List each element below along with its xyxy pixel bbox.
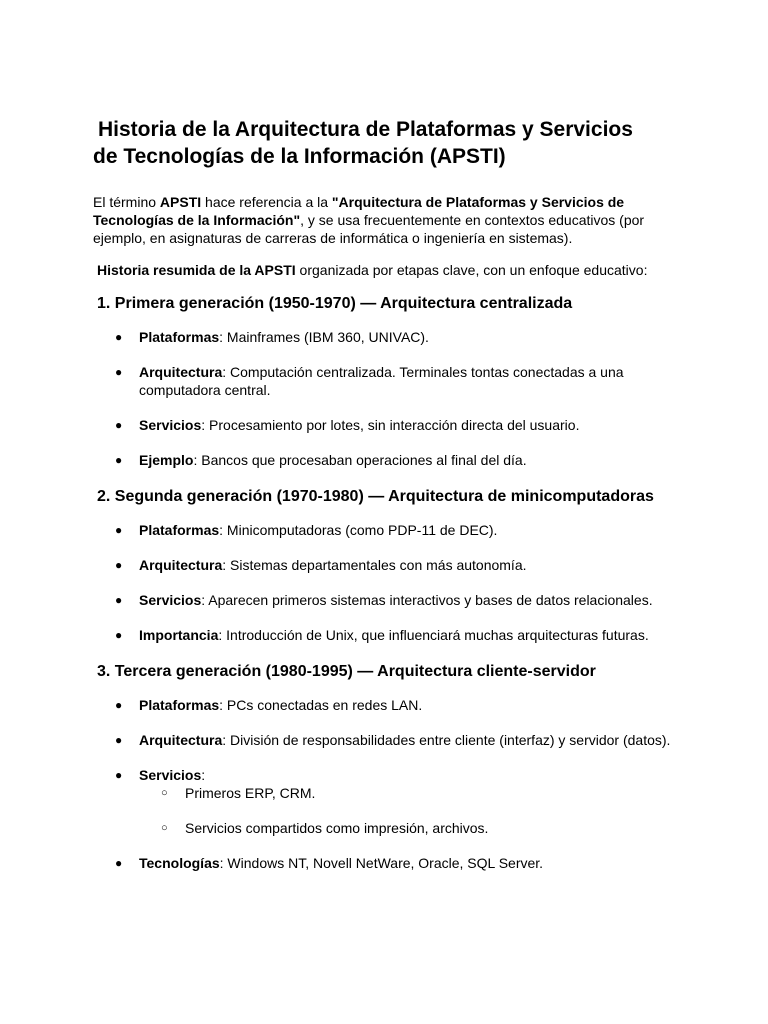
section-1-heading-text: 1. Primera generación (1950-1970) — Arquitectura centralizada [97,295,573,312]
list-item [93,626,683,644]
item-label: Arquitectura [139,364,223,380]
item-label: Servicios [139,417,202,433]
bullet-icon: ● [115,365,123,379]
list-item [93,328,683,346]
bullet-icon: ● [115,558,123,572]
item-label: Plataformas [139,329,220,345]
item-text: : Computación centralizada. Terminales tontas conectadas a una computadora central. [139,364,624,398]
item-text: : Bancos que procesaban operaciones al final del día. [193,452,527,468]
circle-bullet-icon: ○ [161,787,168,799]
sub-list-item [139,784,683,802]
summary-paragraph [93,261,683,279]
summary-bold: Historia resumida de la APSTI [97,262,296,278]
item-text: : Windows NT, Novell NetWare, Oracle, SQL Server. [219,855,544,871]
item-text: : Aparecen primeros sistemas interactivos y bases de datos relacionales. [201,592,653,608]
list-item [93,854,683,872]
item-label: Plataformas [139,697,220,713]
title-line-1: Historia de la Arquitectura de Plataformas y Servicios [98,118,633,141]
list-item [93,556,683,574]
sub-list-item [139,819,683,837]
item-label: Plataformas [139,522,220,538]
bullet-icon: ● [115,698,123,712]
section-1-heading [93,293,683,314]
section-2-heading-text: 2. Segunda generación (1970-1980) — Arquitectura de minicomputadoras [97,488,654,505]
bullet-icon: ● [115,418,123,432]
bullet-icon: ● [115,628,123,642]
section-3-list [93,696,683,872]
summary-text: organizada por etapas clave, con un enfoque educativo: [295,262,648,278]
item-text: : Introducción de Unix, que influenciará muchas arquitecturas futuras. [218,627,649,643]
item-text: : Mainframes (IBM 360, UNIVAC). [219,329,429,345]
item-text: : [201,767,206,783]
item-label: Ejemplo [139,452,194,468]
item-text: : División de responsabilidades entre cliente (interfaz) y servidor (datos). [222,732,671,748]
intro-paragraph [93,193,683,247]
item-label: Arquitectura [139,557,223,573]
list-item [93,591,683,609]
bullet-icon: ● [115,330,123,344]
section-2-list [93,521,683,644]
item-text: : PCs conectadas en redes LAN. [219,697,423,713]
bullet-icon: ● [115,733,123,747]
intro-bold-apsti: APSTI [159,194,202,210]
list-item [93,731,683,749]
section-2-heading [93,486,683,507]
section-3-heading [93,661,683,682]
intro-text-1: El término [93,194,160,210]
intro-text-2: hace referencia a la [201,194,332,210]
list-item [93,696,683,714]
circle-bullet-icon: ○ [161,822,168,834]
list-item [93,416,683,434]
item-label: Arquitectura [139,732,223,748]
item-text: : Sistemas departamentales con más autonomía. [222,557,527,573]
intro-bold-definition: "Arquitectura de Plataformas y Servicios de Tecnologías de la Información" [93,194,625,228]
list-item [93,363,683,399]
sub-list [139,784,683,837]
item-text: : Procesamiento por lotes, sin interacción directa del usuario. [201,417,580,433]
item-text: : Minicomputadoras (como PDP-11 de DEC). [219,522,498,538]
document-page [93,116,683,889]
item-label: Importancia [139,627,219,643]
sub-item-text: Primeros ERP, CRM. [185,785,316,801]
item-label: Servicios [139,592,202,608]
bullet-icon: ● [115,593,123,607]
list-item [93,451,683,469]
bullet-icon: ● [115,768,123,782]
list-item [93,766,683,837]
intro-text-3: , y se usa frecuentemente en contextos educativos (por ejemplo, en asignaturas de carreras de informática o ingeniería en sistemas). [93,212,645,246]
bullet-icon: ● [115,856,123,870]
item-label: Tecnologías [139,855,220,871]
item-label: Servicios [139,767,202,783]
section-3-heading-text: 3. Tercera generación (1980-1995) — Arquitectura cliente-servidor [97,663,596,680]
section-1-list [93,328,683,469]
document-title [93,116,683,170]
list-item [93,521,683,539]
title-line-2: de Tecnologías de la Información (APSTI) [93,145,506,168]
bullet-icon: ● [115,453,123,467]
sub-item-text: Servicios compartidos como impresión, archivos. [185,820,489,836]
bullet-icon: ● [115,523,123,537]
